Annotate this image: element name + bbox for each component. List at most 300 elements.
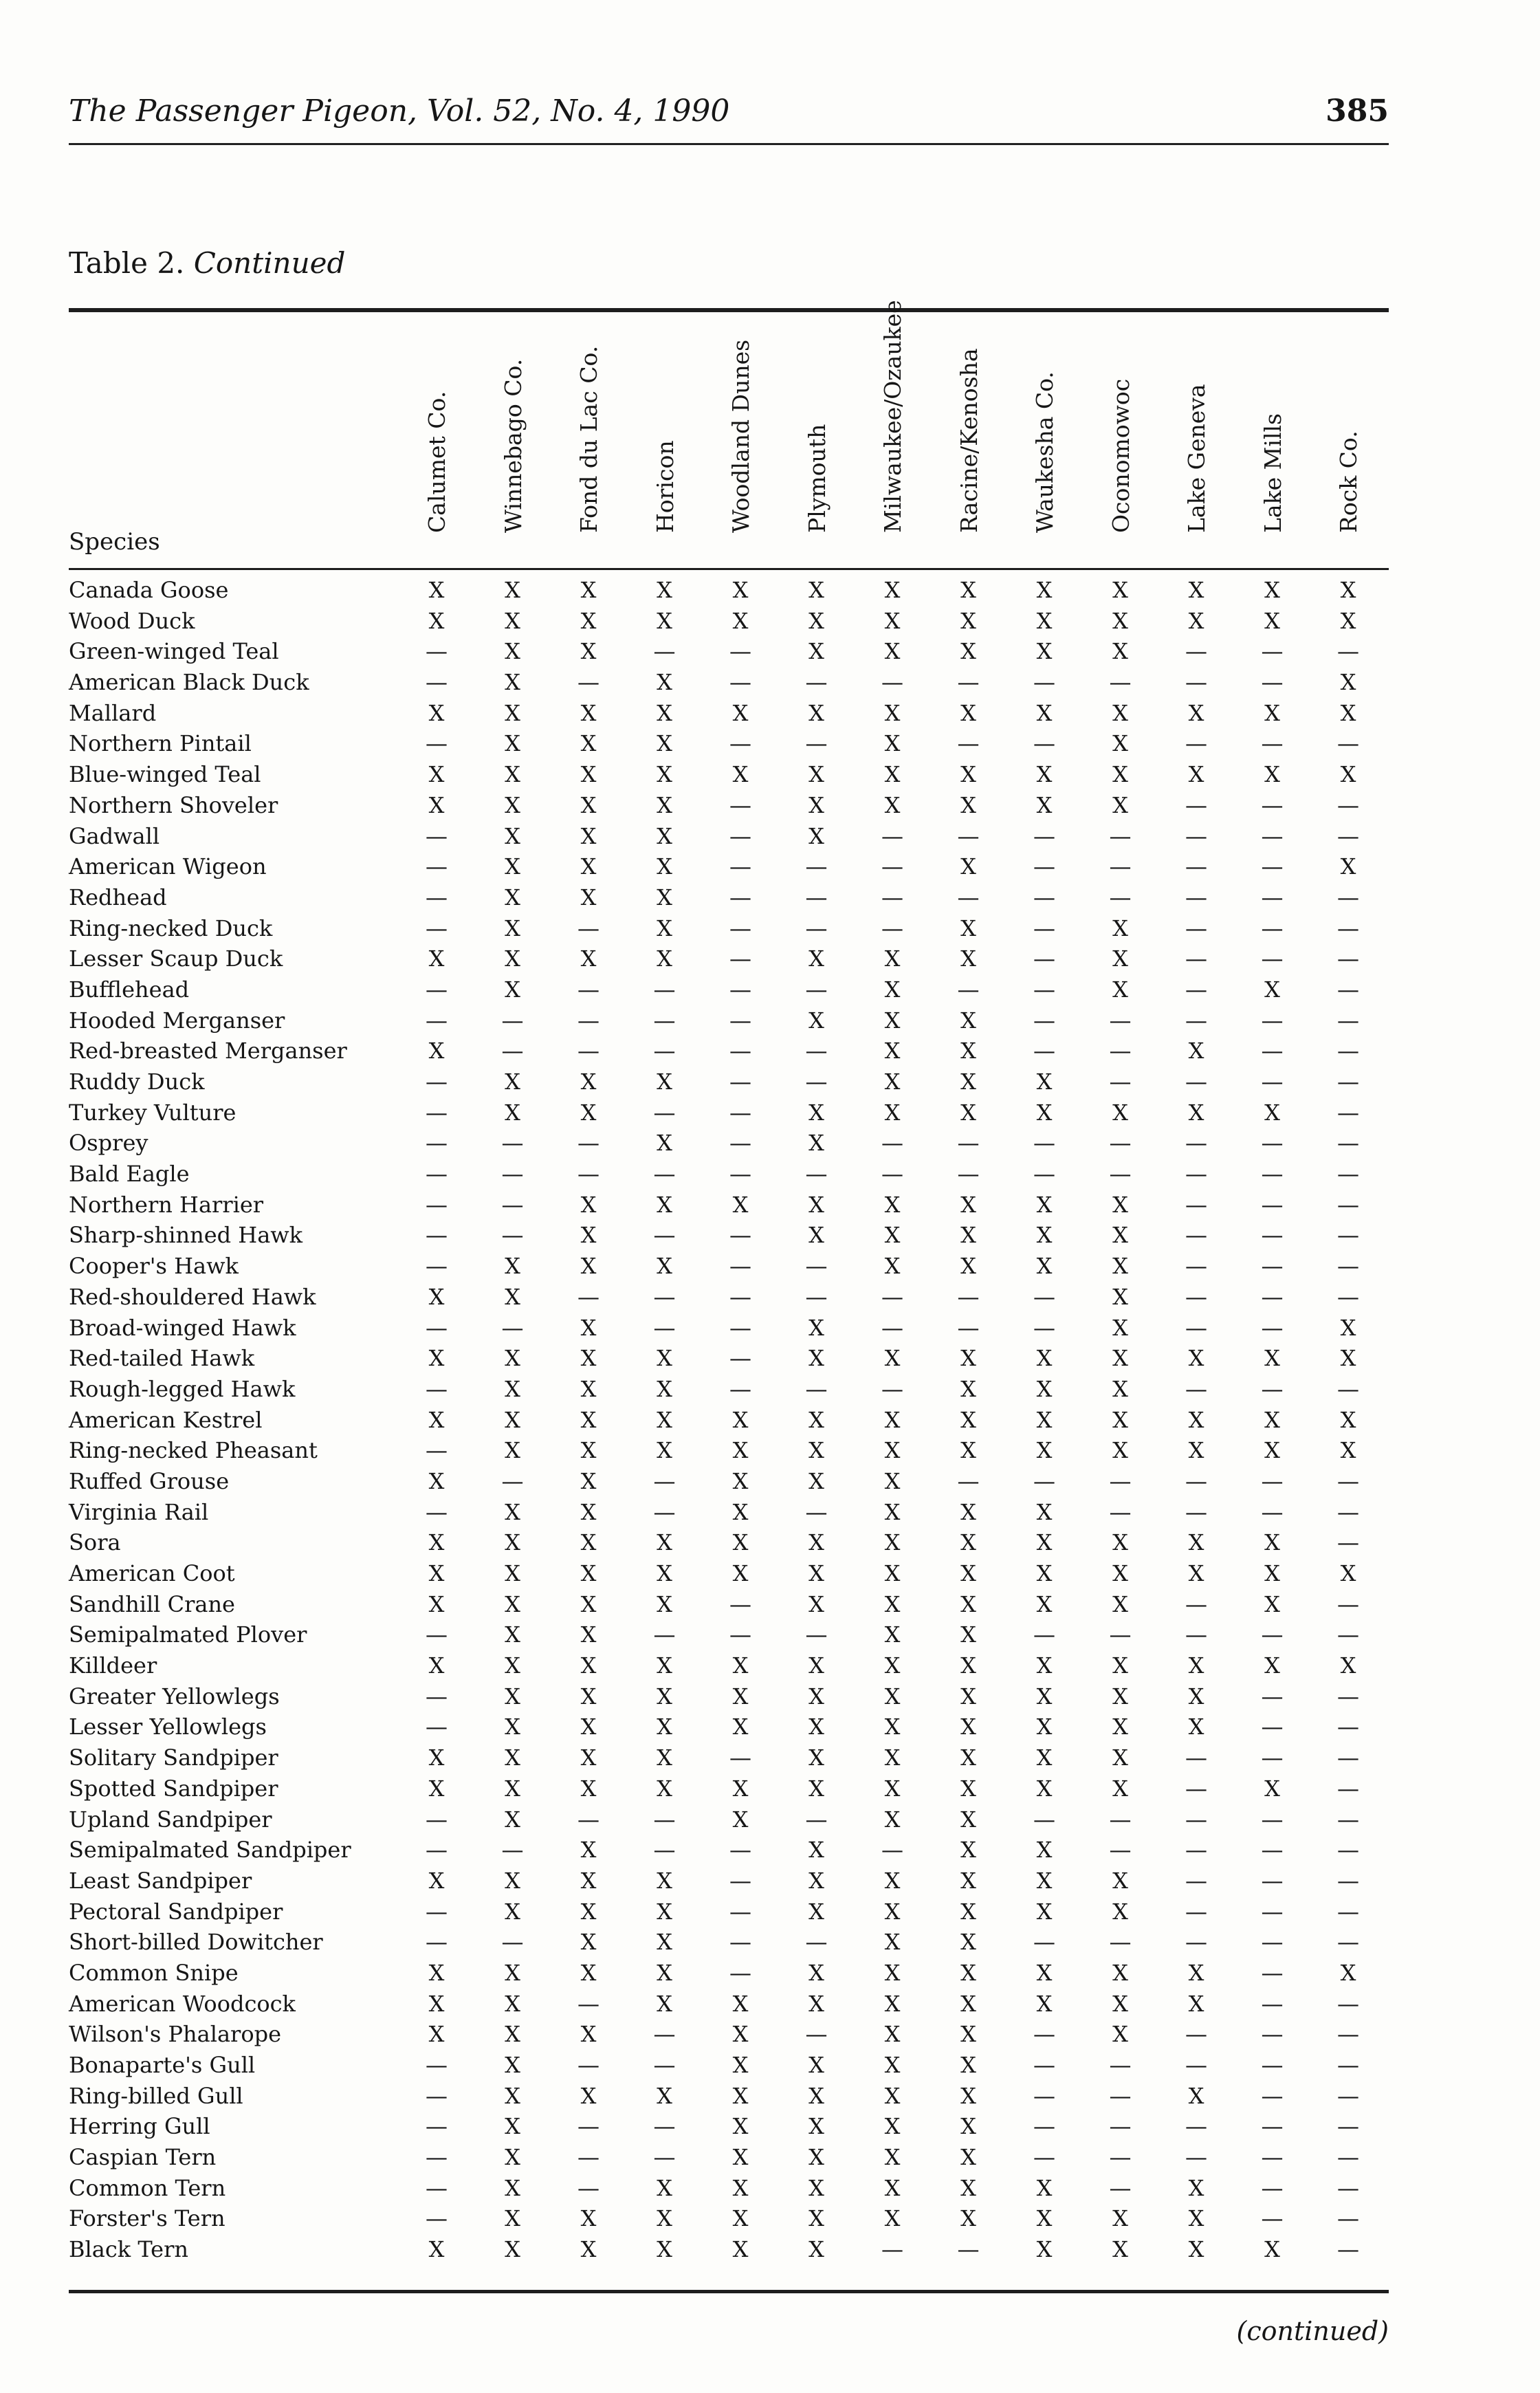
presence-cell: — xyxy=(426,853,448,880)
table-row xyxy=(69,2234,1389,2265)
presence-cell: — xyxy=(729,638,751,665)
presence-cell: X xyxy=(505,1591,520,1617)
presence-cell: — xyxy=(1261,1745,1284,1771)
presence-cell: — xyxy=(805,853,828,880)
presence-cell: X xyxy=(884,2113,901,2140)
presence-cell: — xyxy=(1109,669,1132,696)
presence-cell: X xyxy=(1112,1222,1128,1249)
presence-cell: X xyxy=(1188,1529,1204,1556)
presence-cell: X xyxy=(884,2021,901,2048)
presence-cell: X xyxy=(960,1591,976,1617)
presence-cell: — xyxy=(653,638,676,665)
presence-cell: X xyxy=(1036,607,1053,634)
presence-cell: — xyxy=(729,730,751,757)
presence-cell: X xyxy=(1036,761,1053,788)
presence-cell: — xyxy=(578,2052,600,2078)
presence-cell: — xyxy=(653,1837,676,1864)
presence-cell: — xyxy=(1109,884,1132,910)
presence-cell: X xyxy=(657,2205,672,2232)
presence-cell: — xyxy=(1261,1467,1284,1494)
presence-cell: — xyxy=(578,1130,600,1157)
presence-cell: X xyxy=(505,1775,520,1802)
presence-cell: — xyxy=(501,1222,524,1249)
presence-cell: — xyxy=(653,1806,676,1833)
presence-cell: — xyxy=(653,1498,676,1525)
presence-cell: — xyxy=(1109,1621,1132,1648)
presence-cell: X xyxy=(1112,1437,1128,1464)
presence-cell: X xyxy=(960,638,976,665)
presence-cell: — xyxy=(1261,1621,1284,1648)
presence-cell: X xyxy=(732,2236,749,2263)
presence-cell: X xyxy=(580,2205,597,2232)
table-row xyxy=(69,943,1389,974)
presence-cell: — xyxy=(426,1253,448,1280)
presence-cell: — xyxy=(426,638,448,665)
presence-cell: X xyxy=(732,2052,749,2078)
table-row xyxy=(69,851,1389,882)
presence-cell: — xyxy=(1033,669,1055,696)
presence-cell: — xyxy=(426,822,448,849)
column-header-label: Woodland Dunes xyxy=(727,339,754,533)
species-name: Bufflehead xyxy=(69,976,190,1003)
table-row xyxy=(69,913,1389,944)
presence-cell: — xyxy=(653,1283,676,1310)
presence-cell: — xyxy=(1261,1222,1284,1249)
presence-cell: X xyxy=(1036,699,1053,726)
table-row xyxy=(69,790,1389,821)
presence-cell: X xyxy=(657,1775,672,1802)
presence-cell: — xyxy=(957,1467,980,1494)
presence-cell: X xyxy=(505,791,520,818)
presence-cell: — xyxy=(653,2113,676,2140)
presence-cell: — xyxy=(426,1898,448,1925)
presence-cell: X xyxy=(580,761,597,788)
table-row xyxy=(69,759,1389,790)
presence-cell: — xyxy=(1185,2052,1207,2078)
presence-cell: X xyxy=(505,2205,520,2232)
presence-cell: — xyxy=(1261,1714,1284,1740)
presence-cell: — xyxy=(1033,730,1055,757)
presence-cell: X xyxy=(960,1806,976,1833)
presence-cell: X xyxy=(505,1990,520,2017)
species-name: Greater Yellowlegs xyxy=(69,1683,280,1709)
presence-cell: X xyxy=(960,2113,976,2140)
presence-cell: X xyxy=(960,1714,976,1740)
presence-cell: X xyxy=(657,1898,672,1925)
presence-cell: X xyxy=(884,1345,901,1372)
species-name: Killdeer xyxy=(69,1652,157,1679)
presence-cell: X xyxy=(505,1745,520,1771)
presence-cell: X xyxy=(505,1898,520,1925)
presence-cell: X xyxy=(505,1345,520,1372)
presence-cell: X xyxy=(580,1683,597,1709)
presence-cell: — xyxy=(1185,1898,1207,1925)
presence-cell: X xyxy=(1112,1867,1128,1894)
presence-cell: X xyxy=(580,791,597,818)
presence-cell: — xyxy=(1185,976,1207,1003)
presence-cell: — xyxy=(729,822,751,849)
presence-cell: — xyxy=(426,1498,448,1525)
presence-cell: — xyxy=(1109,853,1132,880)
table-row xyxy=(69,821,1389,852)
presence-cell: — xyxy=(1261,1806,1284,1833)
presence-cell: — xyxy=(426,1130,448,1157)
presence-cell: X xyxy=(884,2082,901,2109)
presence-cell: X xyxy=(1264,1775,1280,1802)
presence-cell: X xyxy=(884,1591,901,1617)
presence-cell: — xyxy=(426,669,448,696)
table-row xyxy=(69,1159,1389,1190)
species-name: Pectoral Sandpiper xyxy=(69,1898,283,1925)
presence-cell: X xyxy=(1188,2236,1204,2263)
presence-cell: — xyxy=(1261,2113,1284,2140)
presence-cell: — xyxy=(1033,1130,1055,1157)
table-row xyxy=(69,1927,1389,1958)
presence-cell: X xyxy=(580,1837,597,1864)
presence-cell: X xyxy=(884,1529,901,1556)
presence-cell: X xyxy=(808,1990,824,2017)
table-row xyxy=(69,1282,1389,1313)
presence-cell: — xyxy=(805,1621,828,1648)
presence-cell: X xyxy=(580,822,597,849)
presence-cell: X xyxy=(505,1529,520,1556)
presence-cell: X xyxy=(884,2174,901,2201)
presence-cell: X xyxy=(657,1406,672,1433)
presence-cell: X xyxy=(808,1467,824,1494)
presence-cell: — xyxy=(729,1099,751,1126)
presence-cell: X xyxy=(960,1745,976,1771)
presence-cell: X xyxy=(580,884,597,910)
presence-cell: — xyxy=(426,1007,448,1034)
presence-cell: X xyxy=(960,577,976,603)
presence-cell: — xyxy=(957,1130,980,1157)
presence-cell: — xyxy=(1261,1191,1284,1218)
presence-cell: X xyxy=(1112,915,1128,941)
presence-cell: — xyxy=(501,1837,524,1864)
presence-cell: — xyxy=(1261,1130,1284,1157)
presence-cell: X xyxy=(428,1467,445,1494)
table-row xyxy=(69,1435,1389,1466)
presence-cell: — xyxy=(1337,915,1359,941)
presence-cell: X xyxy=(1188,1714,1204,1740)
presence-cell: X xyxy=(1264,607,1280,634)
presence-cell: — xyxy=(501,1929,524,1956)
species-name: Wilson's Phalarope xyxy=(69,2021,281,2048)
species-name: Ring-necked Pheasant xyxy=(69,1437,318,1464)
presence-cell: X xyxy=(657,822,672,849)
species-name: Green-winged Teal xyxy=(69,638,279,665)
presence-cell: X xyxy=(580,2021,597,2048)
presence-cell: X xyxy=(657,946,672,972)
presence-cell: — xyxy=(1337,1253,1359,1280)
presence-cell: X xyxy=(960,853,976,880)
presence-cell: — xyxy=(1337,2052,1359,2078)
presence-cell: — xyxy=(1185,822,1207,849)
presence-cell: — xyxy=(805,730,828,757)
presence-cell: X xyxy=(808,1898,824,1925)
presence-cell: X xyxy=(960,1683,976,1709)
presence-cell: X xyxy=(657,1191,672,1218)
presence-cell: — xyxy=(1185,1069,1207,1095)
presence-cell: — xyxy=(1337,1038,1359,1064)
species-name: Short-billed Dowitcher xyxy=(69,1929,323,1956)
table-row xyxy=(69,1681,1389,1712)
presence-cell: X xyxy=(884,730,901,757)
table-row xyxy=(69,1374,1389,1405)
presence-cell: X xyxy=(960,2174,976,2201)
presence-cell: — xyxy=(578,1161,600,1188)
presence-cell: X xyxy=(1036,1406,1053,1433)
presence-cell: X xyxy=(960,1867,976,1894)
presence-cell: X xyxy=(960,1222,976,1249)
presence-cell: X xyxy=(960,791,976,818)
presence-cell: — xyxy=(1185,669,1207,696)
presence-cell: X xyxy=(580,577,597,603)
presence-cell: X xyxy=(657,2174,672,2201)
presence-cell: X xyxy=(505,2174,520,2201)
presence-cell: X xyxy=(657,761,672,788)
presence-cell: X xyxy=(1112,1253,1128,1280)
presence-cell: — xyxy=(805,976,828,1003)
presence-cell: — xyxy=(426,1161,448,1188)
presence-cell: X xyxy=(808,577,824,603)
presence-cell: X xyxy=(960,1007,976,1034)
presence-cell: X xyxy=(960,1191,976,1218)
presence-cell: X xyxy=(428,1406,445,1433)
presence-cell: X xyxy=(1036,1529,1053,1556)
presence-cell: X xyxy=(960,1406,976,1433)
presence-cell: — xyxy=(1185,2113,1207,2140)
presence-cell: — xyxy=(1261,2174,1284,2201)
table-row xyxy=(69,1589,1389,1620)
presence-cell: X xyxy=(960,1560,976,1586)
presence-cell: X xyxy=(960,1498,976,1525)
presence-cell: — xyxy=(1337,1529,1359,1556)
presence-cell: X xyxy=(960,2205,976,2232)
presence-cell: — xyxy=(1337,2174,1359,2201)
presence-cell: X xyxy=(580,1191,597,1218)
presence-cell: X xyxy=(1340,577,1356,603)
presence-cell: X xyxy=(657,577,672,603)
presence-cell: — xyxy=(1109,2082,1132,2109)
presence-cell: X xyxy=(884,791,901,818)
presence-cell: X xyxy=(428,2021,445,2048)
table-row xyxy=(69,2081,1389,2112)
presence-cell: X xyxy=(1264,1652,1280,1679)
presence-cell: — xyxy=(1337,1929,1359,1956)
table-row xyxy=(69,1650,1389,1681)
presence-cell: — xyxy=(805,669,828,696)
table-caption-suffix: Continued xyxy=(193,246,346,280)
presence-cell: X xyxy=(1188,1099,1204,1126)
presence-cell: X xyxy=(657,1591,672,1617)
presence-cell: — xyxy=(1185,1314,1207,1341)
presence-cell: — xyxy=(1033,1621,1055,1648)
presence-cell: X xyxy=(1264,761,1280,788)
table-row xyxy=(69,636,1389,667)
presence-cell: X xyxy=(1036,1867,1053,1894)
table-row xyxy=(69,575,1389,606)
presence-cell: X xyxy=(732,2174,749,2201)
presence-cell: — xyxy=(1337,2236,1359,2263)
presence-cell: — xyxy=(578,976,600,1003)
presence-cell: X xyxy=(657,699,672,726)
presence-cell: X xyxy=(505,822,520,849)
presence-cell: — xyxy=(729,1345,751,1372)
presence-cell: X xyxy=(960,1837,976,1864)
presence-cell: X xyxy=(657,1375,672,1402)
presence-cell: — xyxy=(426,2144,448,2171)
presence-cell: X xyxy=(1188,1345,1204,1372)
presence-cell: — xyxy=(1109,1130,1132,1157)
presence-cell: — xyxy=(1109,1498,1132,1525)
species-name: Canada Goose xyxy=(69,577,229,603)
presence-cell: X xyxy=(1036,1990,1053,2017)
presence-cell: — xyxy=(729,1283,751,1310)
presence-cell: X xyxy=(1036,1591,1053,1617)
presence-cell: X xyxy=(428,1038,445,1064)
presence-cell: — xyxy=(426,1621,448,1648)
presence-cell: X xyxy=(1036,1498,1053,1525)
presence-cell: X xyxy=(884,577,901,603)
presence-cell: — xyxy=(729,1314,751,1341)
presence-cell: X xyxy=(808,1591,824,1617)
presence-cell: X xyxy=(580,853,597,880)
presence-cell: — xyxy=(729,1929,751,1956)
presence-cell: X xyxy=(960,915,976,941)
presence-cell: X xyxy=(960,2052,976,2078)
presence-cell: X xyxy=(657,1714,672,1740)
presence-cell: — xyxy=(1261,1929,1284,1956)
page-number: 385 xyxy=(1326,94,1389,129)
presence-cell: — xyxy=(1337,1130,1359,1157)
presence-cell: X xyxy=(505,976,520,1003)
presence-cell: — xyxy=(957,669,980,696)
presence-cell: X xyxy=(1036,1069,1053,1095)
table-body xyxy=(69,575,1389,2265)
presence-cell: — xyxy=(426,2174,448,2201)
species-name: Sandhill Crane xyxy=(69,1591,235,1617)
presence-cell: — xyxy=(1185,1929,1207,1956)
presence-cell: — xyxy=(1261,2021,1284,2048)
presence-cell: X xyxy=(1036,1345,1053,1372)
presence-cell: X xyxy=(505,2052,520,2078)
presence-cell: X xyxy=(580,1898,597,1925)
species-name: Ring-billed Gull xyxy=(69,2082,243,2109)
presence-cell: X xyxy=(657,1929,672,1956)
presence-cell: X xyxy=(884,1652,901,1679)
presence-cell: — xyxy=(1109,2144,1132,2171)
presence-cell: X xyxy=(884,1621,901,1648)
presence-cell: — xyxy=(729,1253,751,1280)
species-name: Northern Shoveler xyxy=(69,791,278,818)
presence-cell: X xyxy=(808,1099,824,1126)
presence-cell: — xyxy=(729,1161,751,1188)
presence-cell: — xyxy=(426,1222,448,1249)
presence-cell: X xyxy=(884,1222,901,1249)
presence-cell: — xyxy=(1337,1806,1359,1833)
presence-cell: — xyxy=(1109,1069,1132,1095)
presence-cell: X xyxy=(505,1714,520,1740)
presence-cell: — xyxy=(426,1929,448,1956)
presence-cell: X xyxy=(808,1837,824,1864)
presence-cell: X xyxy=(580,1222,597,1249)
presence-cell: X xyxy=(1340,1437,1356,1464)
presence-cell: — xyxy=(729,1867,751,1894)
presence-cell: X xyxy=(1036,1898,1053,1925)
presence-cell: X xyxy=(1036,791,1053,818)
presence-cell: X xyxy=(657,884,672,910)
presence-cell: X xyxy=(1112,730,1128,757)
presence-cell: X xyxy=(1112,1345,1128,1372)
presence-cell: — xyxy=(1261,946,1284,972)
presence-cell: — xyxy=(729,791,751,818)
presence-cell: — xyxy=(426,1314,448,1341)
species-name: Wood Duck xyxy=(69,607,195,634)
species-name: Bald Eagle xyxy=(69,1161,190,1188)
presence-cell: — xyxy=(426,730,448,757)
presence-cell: X xyxy=(732,1652,749,1679)
journal-citation: The Passenger Pigeon, Vol. 52, No. 4, 1990 xyxy=(69,94,730,129)
presence-cell: — xyxy=(1261,1498,1284,1525)
column-header-label: Plymouth xyxy=(803,424,830,533)
presence-cell: X xyxy=(1188,1406,1204,1433)
presence-cell: X xyxy=(960,607,976,634)
presence-cell: — xyxy=(729,669,751,696)
presence-cell: X xyxy=(1112,946,1128,972)
presence-cell: X xyxy=(1036,2205,1053,2232)
species-name: American Kestrel xyxy=(69,1406,263,1433)
presence-cell: — xyxy=(653,2052,676,2078)
presence-cell: X xyxy=(960,1345,976,1372)
presence-cell: X xyxy=(1112,1683,1128,1709)
presence-cell: X xyxy=(1264,976,1280,1003)
presence-cell: — xyxy=(729,915,751,941)
presence-cell: — xyxy=(1337,884,1359,910)
presence-cell: — xyxy=(957,1161,980,1188)
presence-cell: — xyxy=(1261,1990,1284,2017)
presence-cell: X xyxy=(732,1683,749,1709)
presence-cell: X xyxy=(808,699,824,726)
presence-cell: X xyxy=(1036,1959,1053,1986)
presence-cell: — xyxy=(957,1283,980,1310)
presence-cell: X xyxy=(505,1437,520,1464)
presence-cell: — xyxy=(729,1745,751,1771)
presence-cell: X xyxy=(808,822,824,849)
presence-cell: — xyxy=(1109,1007,1132,1034)
species-name: American Wigeon xyxy=(69,853,267,880)
species-name: Forster's Tern xyxy=(69,2205,226,2232)
presence-cell: — xyxy=(805,1283,828,1310)
presence-cell: X xyxy=(1264,1345,1280,1372)
presence-cell: X xyxy=(732,2082,749,2109)
presence-cell: X xyxy=(580,1929,597,1956)
presence-cell: — xyxy=(1033,2052,1055,2078)
presence-cell: — xyxy=(957,976,980,1003)
presence-cell: X xyxy=(580,1253,597,1280)
presence-cell: X xyxy=(580,1069,597,1095)
presence-cell: — xyxy=(1109,1929,1132,1956)
presence-cell: X xyxy=(428,1745,445,1771)
presence-cell: — xyxy=(1033,1283,1055,1310)
table-row xyxy=(69,2203,1389,2234)
column-header-label: Calumet Co. xyxy=(424,391,450,533)
presence-cell: X xyxy=(808,607,824,634)
presence-cell: — xyxy=(1337,1775,1359,1802)
presence-cell: X xyxy=(960,1437,976,1464)
presence-cell: X xyxy=(580,1867,597,1894)
presence-cell: X xyxy=(884,761,901,788)
